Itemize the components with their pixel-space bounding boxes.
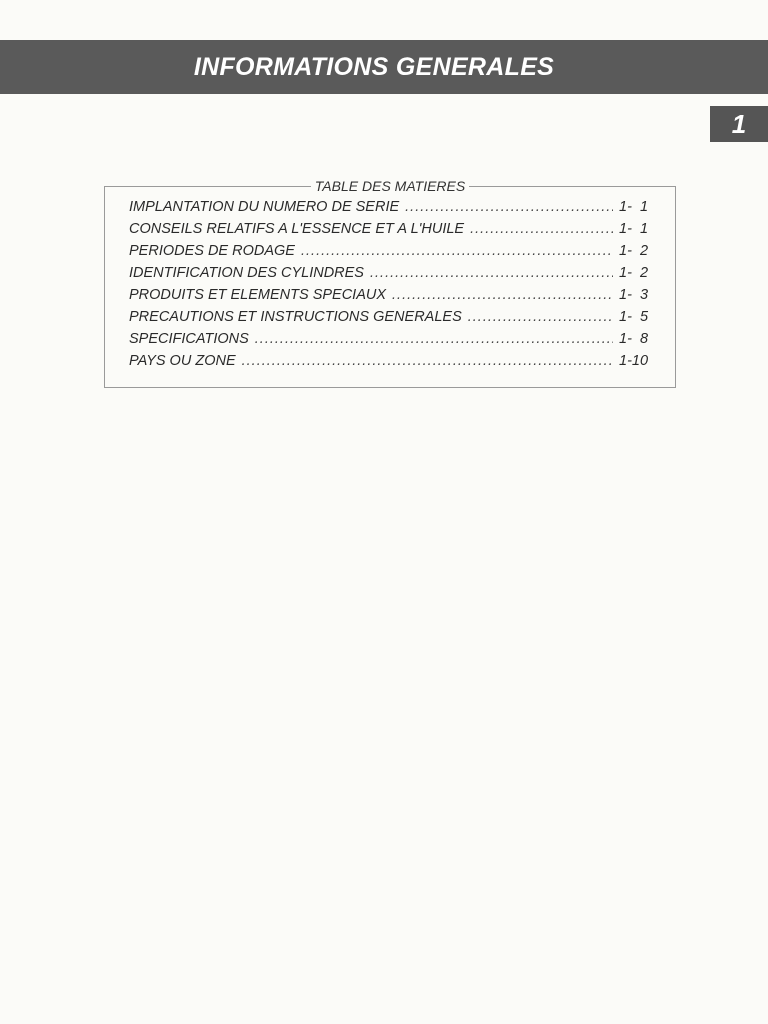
table-of-contents xyxy=(104,178,676,388)
toc-entry[interactable] xyxy=(129,221,657,243)
toc-leader-dots xyxy=(370,265,613,281)
toc-entry[interactable] xyxy=(129,353,657,375)
toc-entry-label: CONSEILS RELATIFS A L'ESSENCE ET A L'HUILE xyxy=(129,221,465,237)
toc-entry-page: 1- 1 xyxy=(619,221,649,237)
toc-entry-label: IMPLANTATION DU NUMERO DE SERIE xyxy=(129,199,400,215)
toc-leader-dots xyxy=(242,353,613,369)
toc-entry-page: 1- 5 xyxy=(619,309,649,325)
header-bar xyxy=(0,40,768,94)
toc-entry-page: 1- 1 xyxy=(619,199,649,215)
toc-entry-page: 1- 3 xyxy=(619,287,649,303)
toc-entry-page: 1-10 xyxy=(619,353,649,369)
toc-entry-label: IDENTIFICATION DES CYLINDRES xyxy=(129,265,364,281)
toc-entry[interactable] xyxy=(129,287,657,309)
toc-leader-dots xyxy=(392,287,613,303)
toc-entry-label: PRODUITS ET ELEMENTS SPECIAUX xyxy=(129,287,387,303)
chapter-tab xyxy=(710,106,768,142)
toc-entry[interactable] xyxy=(129,243,657,265)
toc-list xyxy=(129,199,657,375)
toc-entry-label: PAYS OU ZONE xyxy=(129,353,236,369)
chapter-number: 1 xyxy=(731,108,747,139)
toc-entry-page: 1- 2 xyxy=(619,265,649,281)
toc-leader-dots xyxy=(468,309,613,325)
toc-entry-label: PERIODES DE RODAGE xyxy=(129,243,295,259)
toc-entry-label: PRECAUTIONS ET INSTRUCTIONS GENERALES xyxy=(129,309,462,325)
toc-leader-dots xyxy=(470,221,613,237)
toc-entry-label: SPECIFICATIONS xyxy=(129,331,249,347)
toc-entry-page: 1- 8 xyxy=(619,331,649,347)
page-title: INFORMATIONS GENERALES xyxy=(193,52,555,81)
toc-entry[interactable] xyxy=(129,199,657,221)
toc-entry-page: 1- 2 xyxy=(619,243,649,259)
toc-entry[interactable] xyxy=(129,331,657,353)
toc-title: TABLE DES MATIERES xyxy=(311,178,469,194)
toc-title-wrap xyxy=(105,178,675,196)
toc-leader-dots xyxy=(405,199,613,215)
toc-leader-dots xyxy=(301,243,613,259)
toc-entry[interactable] xyxy=(129,309,657,331)
toc-entry[interactable] xyxy=(129,265,657,287)
toc-leader-dots xyxy=(255,331,613,347)
